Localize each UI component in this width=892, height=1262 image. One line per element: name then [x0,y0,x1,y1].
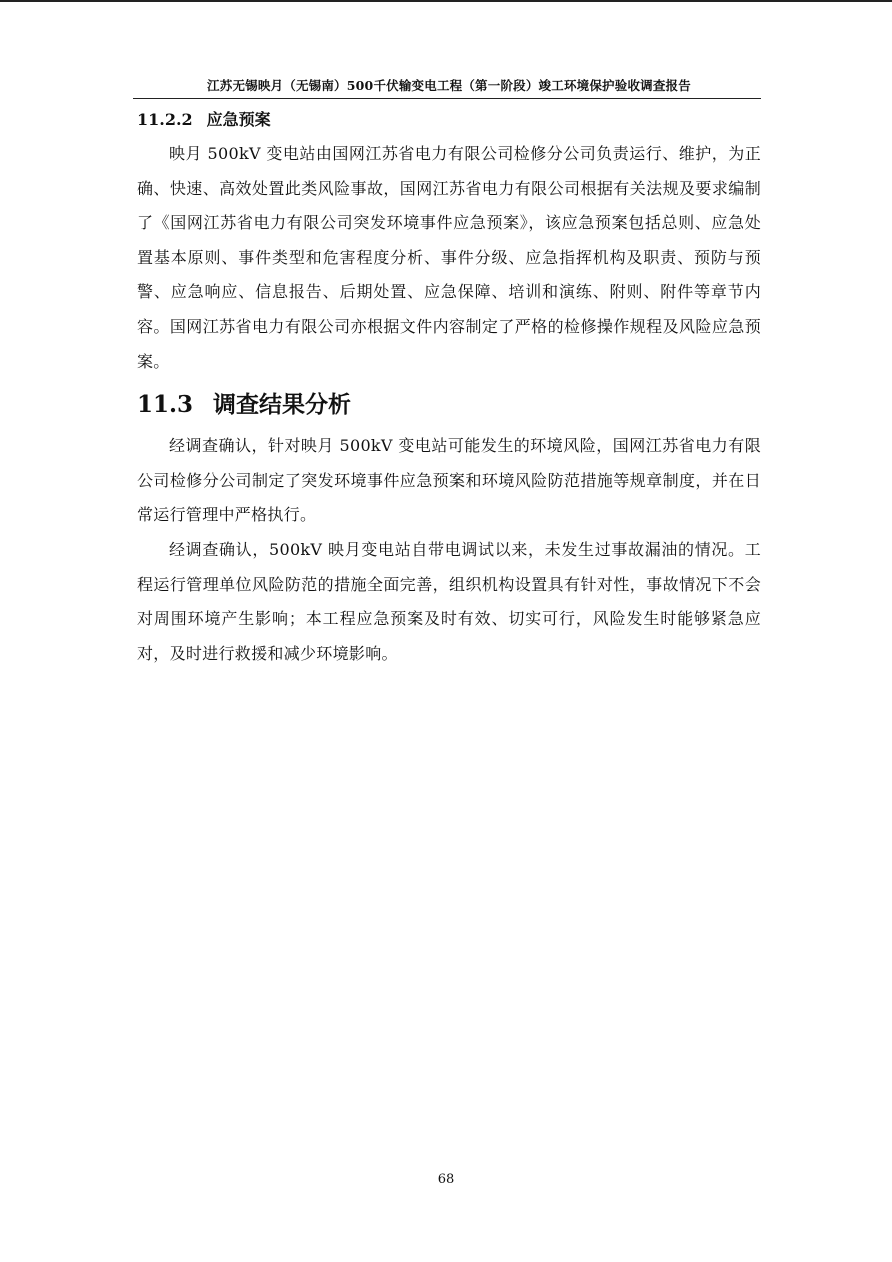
running-header: 江苏无锡映月（无锡南）500千伏输变电工程（第一阶段）竣工环境保护验收调查报告 [207,78,691,93]
paragraph: 经调查确认，针对映月 500kV 变电站可能发生的环境风险，国网江苏省电力有限公司检修分公司制定了突发环境事件应急预案和环境风险防范措施等规章制度，并在日常运行管理中严格执行。 [137,436,761,525]
section-number: 11.2.2 [137,110,193,129]
section-title: 应急预案 [206,110,271,129]
section-title: 调查结果分析 [213,391,352,419]
section-number: 11.3 [137,391,194,419]
paragraph: 映月 500kV 变电站由国网江苏省电力有限公司检修分公司负责运行、维护，为正确、快速、高效处置此类风险事故，国网江苏省电力有限公司根据有关法规及要求编制了《国网江苏省电力有限公司突发环境事件应急预案》，该应急预案包括总则、应急处置基本原则、事件类型和危害程度分析、事件分级、应急指挥机构及职责、预防与预警、应急响应、信息报告、后期处置、应急保障、培训和演练、附则、附件等章节内容。国网江苏省电力有限公司亦根据文件内容制定了严格的检修操作规程及风险应急预案。 [137,144,761,371]
page-content [137,107,761,671]
section-11-3-heading [137,385,761,425]
section-11-2-2-heading [137,107,761,133]
page-number: 68 [437,1172,455,1187]
header-rule [133,98,761,99]
paragraph: 经调查确认，500kV 映月变电站自带电调试以来，未发生过事故漏油的情况。工程运行管理单位风险防范的措施全面完善，组织机构设置具有针对性，事故情况下不会对周围环境产生影响；本工程应急预案及时有效、切实可行，风险发生时能够紧急应对，及时进行救援和减少环境影响。 [137,539,761,663]
page-top-border [0,0,892,2]
